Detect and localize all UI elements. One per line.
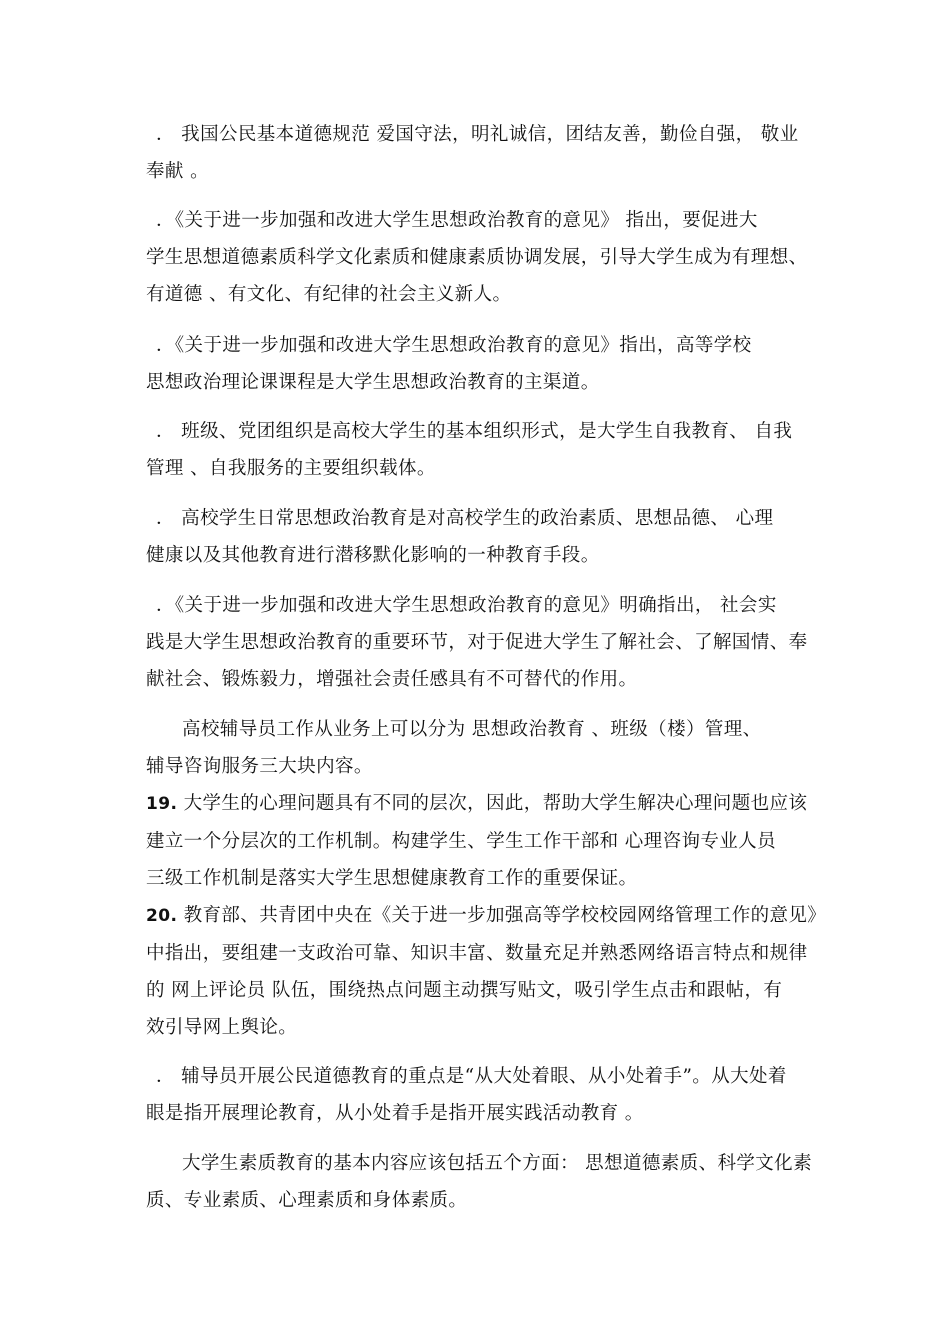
text-line: 思想政治理论课课程是大学生思想政治教育的主渠道。 bbox=[146, 372, 600, 393]
text-line: 眼是指开展理论教育，从小处着手是指开展实践活动教育 。 bbox=[146, 1103, 644, 1124]
text-line: 效引导网上舆论。 bbox=[146, 1017, 298, 1038]
text-line: 献社会、锻炼毅力，增强社会责任感具有不可替代的作用。 bbox=[146, 669, 638, 690]
text-line: 大学生素质教育的基本内容应该包括五个方面： 思想道德素质、科学文化素 bbox=[182, 1153, 812, 1174]
text-line: 建立一个分层次的工作机制。构建学生、学生工作干部和 心理咨询专业人员 bbox=[146, 831, 776, 852]
paragraph-coordinated-development bbox=[146, 202, 826, 313]
paragraph-20-network bbox=[146, 897, 826, 1046]
text-line: 有道德 、有文化、有纪律的社会主义新人。 bbox=[146, 284, 512, 305]
paragraph-organization-form bbox=[146, 413, 826, 487]
text-line: 健康以及其他教育进行潜移默化影响的一种教育手段。 bbox=[146, 545, 600, 566]
text-line: 质、专业素质、心理素质和身体素质。 bbox=[146, 1190, 468, 1211]
text-line bbox=[146, 897, 826, 935]
text-line: 中指出，要组建一支政治可靠、知识丰富、数量充足并熟悉网络语言特点和规律 bbox=[146, 943, 808, 964]
text-line: 高校辅导员工作从业务上可以分为 思想政治教育 、班级（楼）管理、 bbox=[182, 719, 762, 740]
text-line: 学生思想道德素质科学文化素质和健康素质协调发展，引导大学生成为有理想、 bbox=[146, 247, 808, 268]
text-line: 奉献 。 bbox=[146, 161, 209, 182]
paragraph-moral-education-focus bbox=[146, 1058, 826, 1132]
text-segment: 教育部、共青团中央在《关于进一步加强高等学校校园网络管理工作的意见》 bbox=[177, 905, 827, 926]
text-line: ． 辅导员开展公民道德教育的重点是“从大处着眼、从小处着手”。从大处着 bbox=[156, 1066, 787, 1087]
item-number: 19. bbox=[146, 794, 178, 814]
text-line: ．《关于进一步加强和改进大学生思想政治教育的意见》指出，高等学校 bbox=[156, 335, 752, 356]
paragraph-quality-education bbox=[146, 1145, 826, 1219]
text-line bbox=[146, 785, 826, 823]
item-number: 20. bbox=[146, 906, 178, 926]
text-line: ． 班级、党团组织是高校大学生的基本组织形式，是大学生自我教育、 自我 bbox=[156, 421, 793, 442]
text-line: 的 网上评论员 队伍，围绕热点问题主动撰写贴文，吸引学生点击和跟帖，有 bbox=[146, 980, 783, 1001]
text-line: ． 我国公民基本道德规范 爱国守法，明礼诚信，团结友善，勤俭自强， 敬业 bbox=[156, 124, 799, 145]
paragraph-main-channel bbox=[146, 327, 826, 401]
text-line: 践是大学生思想政治教育的重要环节，对于促进大学生了解社会、了解国情、奉 bbox=[146, 632, 808, 653]
text-line: ．《关于进一步加强和改进大学生思想政治教育的意见》 指出，要促进大 bbox=[156, 210, 758, 231]
text-segment: 大学生的心理问题具有不同的层次，因此，帮助大学生解决心理问题也应该 bbox=[177, 793, 808, 814]
text-line: ． 高校学生日常思想政治教育是对高校学生的政治素质、思想品德、 心理 bbox=[156, 508, 774, 529]
paragraph-19-psychology bbox=[146, 785, 826, 897]
text-line: 三级工作机制是落实大学生思想健康教育工作的重要保证。 bbox=[146, 868, 638, 889]
text-line: 管理 、自我服务的主要组织载体。 bbox=[146, 458, 436, 479]
paragraph-social-practice bbox=[146, 587, 826, 698]
paragraph-counselor-work bbox=[146, 711, 826, 785]
text-line: 辅导咨询服务三大块内容。 bbox=[146, 756, 373, 777]
paragraph-moral-norms bbox=[146, 116, 826, 190]
text-line: ．《关于进一步加强和改进大学生思想政治教育的意见》明确指出， 社会实 bbox=[156, 595, 777, 616]
paragraph-daily-education bbox=[146, 500, 826, 574]
